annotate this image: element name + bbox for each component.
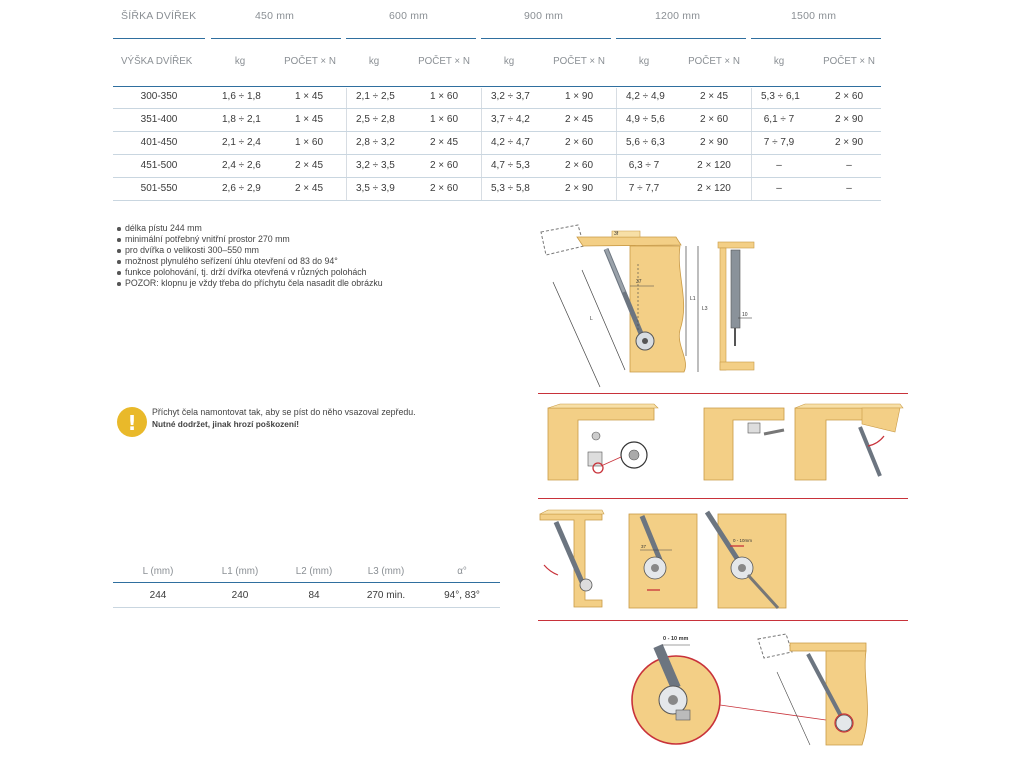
list-item: minimální potřebný vnitřní prostor 270 mm — [117, 234, 383, 245]
label-10: 10 — [742, 312, 748, 318]
table-cell: 2 × 60 — [429, 160, 459, 171]
warning-line-2: Nutné dodržet, jinak hrozí poškození! — [152, 419, 300, 429]
dim-value-l3: 270 min. — [366, 590, 406, 601]
table-cell: 1 × 45 — [294, 91, 324, 102]
table-cell: 1 × 45 — [294, 114, 324, 125]
dim-header-alpha: α° — [457, 566, 467, 577]
sub-count: POČET × N — [418, 56, 470, 67]
label-adjust-small: 0 - 10mm — [733, 538, 753, 543]
table-cell: 1,6 ÷ 1,8 — [222, 91, 261, 102]
table-cell: 2 × 60 — [834, 91, 864, 102]
sub-kg: kg — [234, 56, 246, 67]
row-height-label: 401-450 — [140, 137, 178, 148]
table-cell: – — [776, 183, 782, 194]
dim-value-alpha: 94°, 83° — [444, 590, 480, 601]
label-l3: L3 — [702, 306, 708, 312]
label-37: 37 — [636, 279, 642, 285]
table-cell: 1,8 ÷ 2,1 — [222, 114, 261, 125]
list-item: pro dvířka o velikosti 300–550 mm — [117, 245, 383, 256]
sub-kg: kg — [503, 56, 515, 67]
row-height-label: 501-550 — [140, 183, 178, 194]
table-cell: 2 × 45 — [429, 137, 459, 148]
table-cell: 5,6 ÷ 6,3 — [626, 137, 665, 148]
table-cell: 3,5 ÷ 3,9 — [356, 183, 395, 194]
table-cell: 2 × 60 — [699, 114, 729, 125]
table-cell: 2 × 120 — [697, 160, 731, 171]
col-width-450: 450 mm — [255, 10, 295, 22]
col-width-1200: 1200 mm — [655, 10, 701, 22]
table-cell: 1 × 60 — [429, 114, 459, 125]
table-cell: 3,2 ÷ 3,7 — [491, 91, 530, 102]
sub-count: POČET × N — [688, 56, 740, 67]
table-cell: 2 × 90 — [834, 137, 864, 148]
table-cell: 6,3 ÷ 7 — [628, 160, 660, 171]
list-item: možnost plynulého seřízení úhlu otevření od 83 do 94° — [117, 256, 383, 267]
dim-value-l2: 84 — [308, 590, 320, 601]
table-cell: 2,4 ÷ 2,6 — [222, 160, 261, 171]
col-width-900: 900 mm — [524, 10, 564, 22]
sub-count: POČET × N — [284, 56, 336, 67]
table-cell: 2 × 60 — [564, 160, 594, 171]
dim-header-l3: L3 (mm) — [367, 566, 405, 577]
list-item: funkce polohování, tj. drží dvířka otevřená v různých polohách — [117, 267, 383, 278]
row-header-height: VÝŠKA DVÍŘEK — [121, 56, 193, 67]
table-cell: 4,2 ÷ 4,9 — [626, 91, 665, 102]
table-cell: 2 × 90 — [699, 137, 729, 148]
exclamation-icon: ! — [117, 407, 147, 437]
table-cell: 4,9 ÷ 5,6 — [626, 114, 665, 125]
table-cell: 4,2 ÷ 4,7 — [491, 137, 530, 148]
list-item: délka pístu 244 mm — [117, 223, 383, 234]
sub-kg: kg — [368, 56, 380, 67]
table-cell: 3,2 ÷ 3,5 — [356, 160, 395, 171]
sub-count: POČET × N — [823, 56, 875, 67]
dim-value-l1: 240 — [231, 590, 249, 601]
table-cell: 7 ÷ 7,9 — [763, 137, 795, 148]
table-cell: – — [776, 160, 782, 171]
table-cell: 2,1 ÷ 2,4 — [222, 137, 261, 148]
table-cell: 3,7 ÷ 4,2 — [491, 114, 530, 125]
table-cell: 2 × 60 — [429, 183, 459, 194]
row-height-label: 300-350 — [140, 91, 178, 102]
table-cell: 2 × 120 — [697, 183, 731, 194]
table-cell: 2 × 90 — [564, 183, 594, 194]
row-header-width: ŠÍŘKA DVÍŘEK — [121, 10, 197, 22]
table-cell: 1 × 60 — [429, 91, 459, 102]
dim-header-l1: L1 (mm) — [221, 566, 259, 577]
table-cell: 2 × 45 — [699, 91, 729, 102]
col-width-600: 600 mm — [389, 10, 429, 22]
table-cell: 2 × 45 — [294, 183, 324, 194]
row-height-label: 451-500 — [140, 160, 178, 171]
list-item: POZOR: klopnu je vždy třeba do příchytu čela nasadit dle obrázku — [117, 278, 383, 289]
table-cell: 2,8 ÷ 3,2 — [356, 137, 395, 148]
table-cell: 1 × 90 — [564, 91, 594, 102]
label-adjust-big: 0 - 10 mm — [663, 636, 689, 642]
warning-line-1: Příchyt čela namontovat tak, aby se píst do něho vsazoval zepředu. — [152, 407, 416, 417]
table-cell: 2 × 60 — [564, 137, 594, 148]
table-cell: 2,1 ÷ 2,5 — [356, 91, 395, 102]
dim-header-l2: L2 (mm) — [295, 566, 333, 577]
table-cell: 2,5 ÷ 2,8 — [356, 114, 395, 125]
table-cell: 2 × 45 — [564, 114, 594, 125]
sub-kg: kg — [773, 56, 785, 67]
dim-header-l: L (mm) — [142, 566, 174, 577]
label-l: L — [590, 316, 593, 322]
dim-value-l: 244 — [149, 590, 167, 601]
table-cell: 5,3 ÷ 6,1 — [761, 91, 800, 102]
col-width-1500: 1500 mm — [791, 10, 837, 22]
table-cell: – — [846, 160, 852, 171]
label-37-small: 37 — [641, 544, 647, 549]
table-cell: 1 × 60 — [294, 137, 324, 148]
sub-count: POČET × N — [553, 56, 605, 67]
table-cell: – — [846, 183, 852, 194]
table-cell: 5,3 ÷ 5,8 — [491, 183, 530, 194]
table-cell: 7 ÷ 7,7 — [628, 183, 660, 194]
label-l1: L1 — [690, 296, 696, 302]
table-cell: 2 × 45 — [294, 160, 324, 171]
table-cell: 2,6 ÷ 2,9 — [222, 183, 261, 194]
row-height-label: 351-400 — [140, 114, 178, 125]
label-3f: 3f — [614, 231, 619, 237]
sub-kg: kg — [638, 56, 650, 67]
table-cell: 2 × 90 — [834, 114, 864, 125]
table-cell: 6,1 ÷ 7 — [763, 114, 795, 125]
table-cell: 4,7 ÷ 5,3 — [491, 160, 530, 171]
